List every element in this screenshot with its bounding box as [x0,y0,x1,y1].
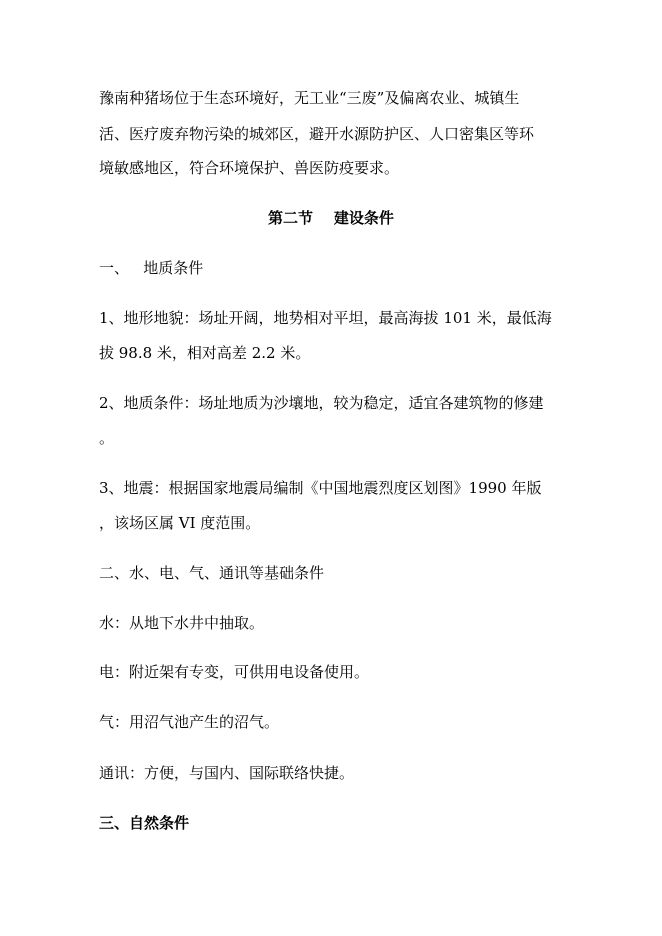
subsection-geology-heading: 一、 地质条件 [99,259,204,277]
item-geology-line-1: 2、地质条件：场址地质为沙壤地，较为稳定，适宜各建筑物的修建 [99,394,544,412]
utility-water: 水：从地下水井中抽取。 [99,614,265,632]
item-earthquake-line-2: ，该场区属 VI 度范围。 [99,514,261,532]
item-geology-line-2: 。 [99,429,115,447]
intro-paragraph-line-2: 活、医疗废弃物污染的城郊区，避开水源防护区、人口密集区等环 [99,125,535,143]
subsection-utilities-heading: 二、水、电、气、通讯等基础条件 [99,564,325,582]
item-terrain-line-1: 1、地形地貌：场址开阔，地势相对平坦，最高海拔 101 米，最低海 [99,309,552,327]
utility-gas: 气：用沼气池产生的沼气。 [99,713,280,731]
item-earthquake-line-1: 3、地震：根据国家地震局编制《中国地震烈度区划图》1990 年版 [99,479,542,497]
intro-paragraph-line-3: 境敏感地区，符合环境保护、兽医防疫要求。 [99,159,400,177]
utility-power: 电：附近架有专变，可供用电设备使用。 [99,663,370,681]
utility-communication: 通讯：方便，与国内、国际联络快捷。 [99,764,355,782]
item-terrain-line-2: 拔 98.8 米，相对高差 2.2 米。 [99,344,311,362]
intro-paragraph-line-1: 豫南种猪场位于生态环境好，无工业“三废”及偏离农业、城镇生 [99,89,520,107]
subsection-natural-heading: 三、自然条件 [99,814,190,832]
section-heading: 第二节 建设条件 [268,209,394,227]
